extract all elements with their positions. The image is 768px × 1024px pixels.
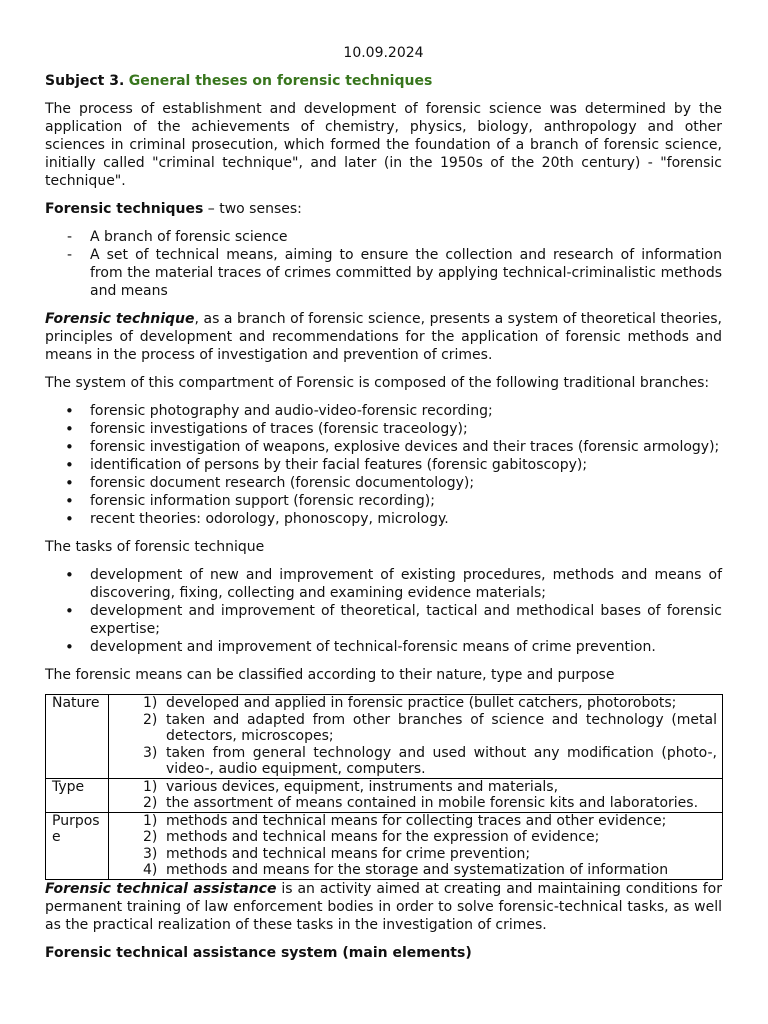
list-item: • forensic information support (forensic recording); [45, 492, 722, 510]
table-list-item: 1) methods and technical means for collecting traces and other evidence; [143, 812, 667, 829]
branches-list [45, 402, 722, 528]
subject-heading [45, 72, 722, 90]
table-list-item: 4) methods and means for the storage and systematization of information [143, 862, 669, 878]
table-items-cell [109, 778, 723, 812]
definition-paragraph [45, 310, 722, 364]
tasks-intro: The tasks of forensic technique [45, 539, 265, 555]
classification-intro: The forensic means can be classified according to their nature, type and purpose [45, 667, 615, 683]
list-item: • forensic investigation of weapons, explosive devices and their traces (forensic armology); [45, 438, 722, 456]
list-item: - A branch of forensic science [45, 228, 722, 246]
table-row [46, 778, 723, 812]
definition-rest: , as a branch of forensic science, presents a system of theoretical theories, principles of development and recommendations for the application of forensic methods and means in the process of investigation and prevention of crimes. [45, 311, 723, 363]
list-item: • forensic investigations of traces (forensic traceology); [45, 420, 722, 438]
table-list-item: 1) developed and applied in forensic practice (bullet catchers, photorobots; [143, 695, 677, 711]
senses-term: Forensic techniques [45, 201, 204, 217]
list-item: - A set of technical means, aiming to ensure the collection and research of information from the material traces of crimes committed by applying technical-criminalistic methods and means [45, 246, 722, 300]
table-list-item: 3) taken from general technology and used without any modification (photo-, video-, audio equipment, computers. [143, 744, 717, 777]
table-items-cell [109, 695, 723, 779]
table-row [46, 812, 723, 879]
assistance-term: Forensic technical assistance [45, 880, 277, 897]
table-list-item: 2) the assortment of means contained in mobile forensic kits and laboratories. [143, 795, 699, 811]
table-list-item: 2) taken and adapted from other branches of science and technology (metal detectors, microscopes; [143, 711, 717, 744]
table-category-cell: Purpose [46, 812, 109, 879]
list-item: • development of new and improvement of existing procedures, methods and means of discovering, fixing, collecting and examining evidence materials; [45, 566, 722, 602]
subject-label: Subject 3. [45, 73, 125, 89]
subject-title: General theses on forensic techniques [128, 73, 433, 89]
list-item: • recent theories: odorology, phonoscopy, micrology. [45, 510, 722, 528]
table-list-item: 2) methods and technical means for the expression of evidence; [143, 829, 600, 845]
senses-list [45, 228, 722, 300]
classification-table [45, 694, 723, 880]
table-items-cell [109, 812, 723, 879]
list-item: • development and improvement of technical-forensic means of crime prevention. [45, 638, 722, 656]
document-page [45, 44, 722, 962]
list-item: • forensic photography and audio-video-forensic recording; [45, 402, 722, 420]
document-date: 10.09.2024 [343, 45, 424, 61]
senses-rest: – two senses: [203, 201, 302, 217]
senses-heading [45, 200, 722, 218]
definition-term: Forensic technique [45, 311, 195, 327]
system-heading: Forensic technical assistance system (main elements) [45, 944, 472, 961]
intro-paragraph: The process of establishment and development of forensic science was determined by the application of the achievements of chemistry, physics, biology, anthropology and other sciences in criminal prosecution, which formed the foundation of a branch of forensic science, initially called "criminal technique", and later (in the 1950s of the 20th century) - "forensic technique". [45, 101, 722, 189]
table-category-cell: Nature [46, 695, 109, 779]
assistance-paragraph [45, 880, 722, 934]
branches-intro: The system of this compartment of Forensic is composed of the following traditional branches: [45, 375, 710, 391]
list-item: • development and improvement of theoretical, tactical and methodical bases of forensic expertise; [45, 602, 722, 638]
table-category-cell: Type [46, 778, 109, 812]
list-item: • identification of persons by their facial features (forensic gabitoscopy); [45, 456, 722, 474]
assistance-rest: is an activity aimed at creating and maintaining conditions for permanent training of law enforcement bodies in order to solve forensic-technical tasks, as well as the practical realization of these tasks in the investigation of crimes. [45, 880, 722, 933]
table-row [46, 695, 723, 779]
table-list-item: 3) methods and technical means for crime prevention; [143, 845, 531, 862]
list-item: • forensic document research (forensic documentology); [45, 474, 722, 492]
table-list-item: 1) various devices, equipment, instruments and materials, [143, 778, 559, 795]
tasks-list [45, 566, 722, 656]
